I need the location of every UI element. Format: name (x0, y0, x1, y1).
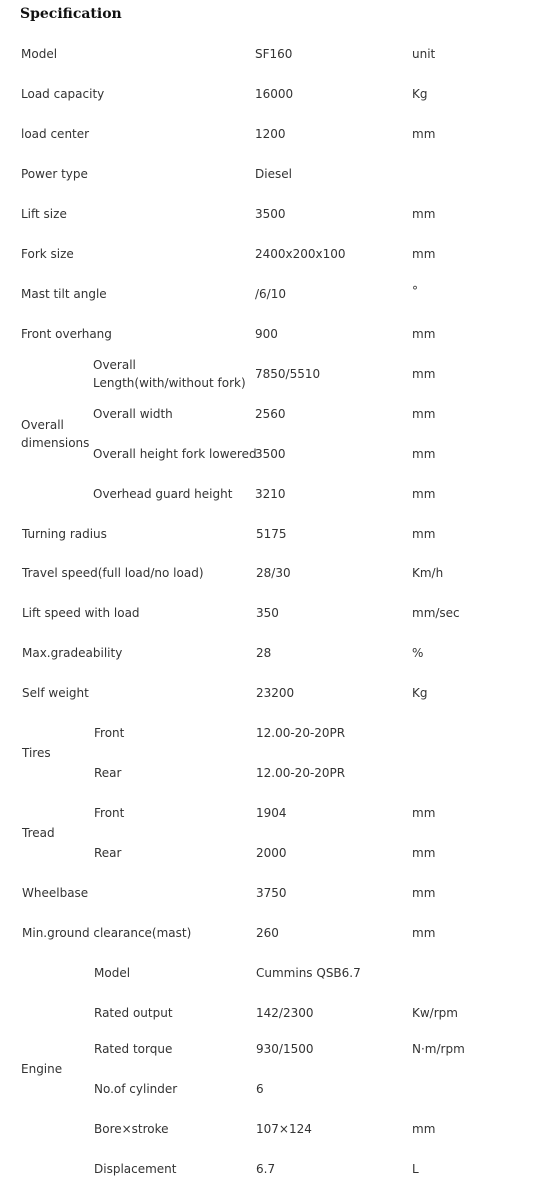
page-title: Specification (20, 6, 122, 22)
spec-label: Wheelbase (22, 886, 89, 900)
spec-sublabel: Front (94, 726, 125, 740)
spec-value: 12.00-20-20PR (256, 726, 346, 740)
spec-value: 3210 (255, 487, 286, 501)
spec-value: Cummins QSB6.7 (256, 966, 361, 980)
spec-unit: mm (412, 247, 436, 261)
spec-value: 930/1500 (256, 1042, 314, 1056)
spec-unit: Kg (412, 87, 428, 101)
spec-sublabel: Rear (94, 846, 122, 860)
spec-label: Turning radius (22, 527, 107, 541)
spec-sublabel: Rated output (94, 1006, 173, 1020)
spec-unit: mm (412, 327, 436, 341)
spec-value: 107×124 (256, 1122, 312, 1136)
spec-value: 28/30 (256, 566, 291, 580)
spec-value: 260 (256, 926, 279, 940)
spec-unit: mm (412, 447, 436, 461)
spec-value: Diesel (255, 167, 292, 181)
spec-sublabel: Overall height fork lowered (93, 447, 257, 461)
spec-value: 28 (256, 646, 272, 660)
spec-unit: Km/h (412, 566, 444, 580)
spec-unit: mm (412, 1122, 436, 1136)
spec-value: 900 (255, 327, 278, 341)
spec-unit: unit (412, 47, 436, 61)
spec-unit: mm (412, 806, 436, 820)
spec-value: 350 (256, 606, 279, 620)
spec-unit: N·m/rpm (412, 1042, 465, 1056)
spec-unit: mm/sec (412, 606, 460, 620)
spec-sublabel: Model (94, 966, 131, 980)
spec-unit: Kg (412, 686, 428, 700)
spec-value: SF160 (255, 47, 293, 61)
spec-label: Mast tilt angle (21, 287, 107, 301)
spec-label: Lift speed with load (22, 606, 140, 620)
spec-sublabel: Overall Length(with/without fork) (93, 358, 246, 390)
spec-label: Lift size (21, 207, 67, 221)
spec-label: Fork size (21, 247, 74, 261)
spec-unit: mm (412, 846, 436, 860)
spec-value: 6.7 (256, 1162, 276, 1176)
spec-sublabel: Rated torque (94, 1042, 173, 1056)
spec-value: 2400x200x100 (255, 247, 346, 261)
spec-group-label: Overall dimensions (21, 418, 90, 450)
spec-label: Min.ground clearance(mast) (22, 926, 192, 940)
spec-label: Travel speed(full load/no load) (22, 566, 204, 580)
spec-unit: mm (412, 886, 436, 900)
spec-unit: mm (412, 367, 436, 381)
spec-sublabel: Rear (94, 766, 122, 780)
spec-unit: mm (412, 127, 436, 141)
spec-value: 16000 (255, 87, 294, 101)
spec-value: 3750 (256, 886, 287, 900)
spec-value: 6 (256, 1082, 264, 1096)
spec-label: Self weight (22, 686, 89, 700)
spec-label: Max.gradeability (22, 646, 123, 660)
spec-unit: mm (412, 207, 436, 221)
spec-unit: L (412, 1162, 419, 1176)
spec-value: 5175 (256, 527, 287, 541)
spec-label: Power type (21, 167, 88, 181)
spec-value: /6/10 (255, 287, 286, 301)
spec-label: Model (21, 47, 58, 61)
spec-unit: mm (412, 926, 436, 940)
spec-value: 142/2300 (256, 1006, 314, 1020)
spec-unit: % (412, 646, 424, 660)
spec-group-label: Tread (22, 826, 55, 840)
spec-value: 23200 (256, 686, 295, 700)
spec-label: load center (21, 127, 90, 141)
spec-value: 3500 (255, 207, 286, 221)
spec-sublabel: Bore×stroke (94, 1122, 169, 1136)
spec-sublabel: Overhead guard height (93, 487, 233, 501)
spec-value: 2000 (256, 846, 287, 860)
spec-sublabel: Overall width (93, 407, 173, 421)
spec-unit: mm (412, 487, 436, 501)
spec-sublabel: Front (94, 806, 125, 820)
spec-unit: ° (412, 284, 418, 298)
spec-value: 2560 (255, 407, 286, 421)
spec-sublabel: No.of cylinder (94, 1082, 178, 1096)
spec-value: 3500 (255, 447, 286, 461)
spec-unit: mm (412, 527, 436, 541)
spec-value: 1200 (255, 127, 286, 141)
spec-group-label: Engine (21, 1062, 63, 1076)
spec-sublabel: Displacement (94, 1162, 177, 1176)
spec-value: 7850/5510 (255, 367, 321, 381)
spec-label: Load capacity (21, 87, 105, 101)
spec-group-label: Tires (22, 746, 51, 760)
spec-unit: Kw/rpm (412, 1006, 458, 1020)
spec-label: Front overhang (21, 327, 112, 341)
spec-value: 12.00-20-20PR (256, 766, 346, 780)
spec-value: 1904 (256, 806, 287, 820)
spec-unit: mm (412, 407, 436, 421)
